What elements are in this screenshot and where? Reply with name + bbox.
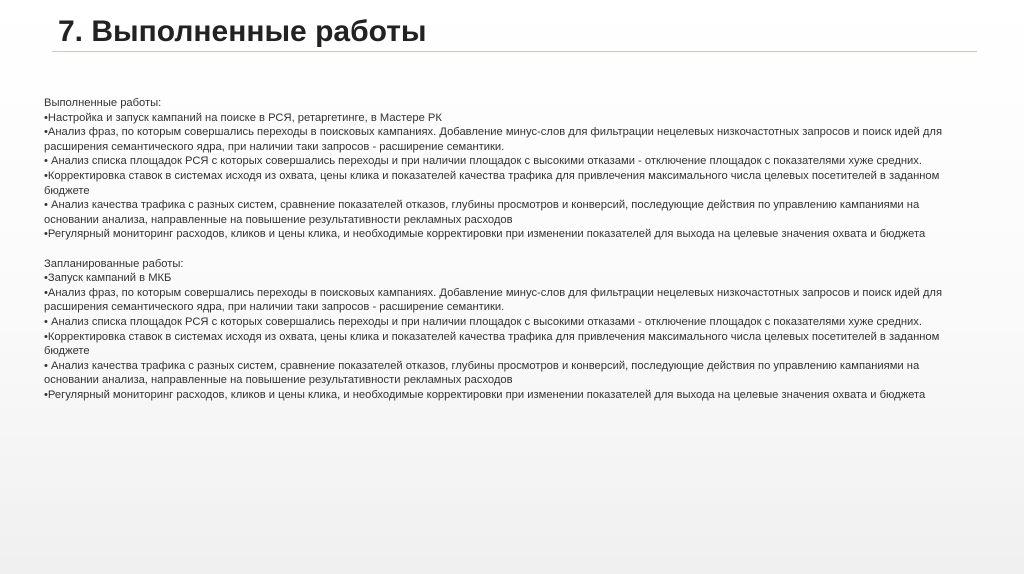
completed-item-4: •Корректировка ставок в системах исходя из охвата, цены клика и показателей качества трафика для привлечения максимального числа целевых посетителей в заданном бюджете — [44, 169, 940, 197]
planned-item-6: •Регулярный мониторинг расходов, кликов и цены клика, и необходимые корректировки при изменении показателей для выхода на целевые значения охвата и бюджета — [44, 388, 926, 401]
planned-item-3: • Анализ списка площадок РСЯ с которых совершались переходы и при наличии площадок с высокими отказами - отключение площадок с показателями хуже средних. — [44, 315, 922, 328]
planned-works-block — [44, 257, 974, 403]
completed-item-1: •Настройка и запуск кампаний на поиске в РСЯ, ретаргетинге, в Мастере РК — [44, 111, 442, 124]
slide-title: 7. Выполненные работы — [58, 15, 427, 48]
planned-item-4: •Корректировка ставок в системах исходя из охвата, цены клика и показателей качества трафика для привлечения максимального числа целевых посетителей в заданном бюджете — [44, 330, 940, 358]
planned-item-2: •Анализ фраз, по которым совершались переходы в поисковых кампаниях. Добавление минус-слов для фильтрации нецелевых низкочастотных запросов и поиск идей для расширения семантического ядра, при наличии таки запросов - расширение семантики. — [44, 286, 943, 314]
completed-item-2: •Анализ фраз, по которым совершались переходы в поисковых кампаниях. Добавление минус-слов для фильтрации нецелевых низкочастотных запросов и поиск идей для расширения семантического ядра, при наличии таки запросов - расширение семантики. — [44, 126, 943, 153]
planned-item-1: •Запуск кампаний в МКБ — [44, 272, 172, 285]
completed-works-block — [44, 96, 974, 242]
title-divider — [52, 51, 977, 52]
completed-item-6: •Регулярный мониторинг расходов, кликов и цены клика, и необходимые корректировки при изменении показателей для выхода на целевые значения охвата и бюджета — [44, 228, 926, 241]
completed-works-heading: Выполненные работы: — [44, 97, 162, 109]
completed-item-5: • Анализ качества трафика с разных систем, сравнение показателей отказов, глубины просмотров и конверсий, последующие действия по управлению кампаниями на основании анализа, направленные на повышение результативности рекламных расходов — [44, 199, 920, 226]
completed-item-3: • Анализ списка площадок РСЯ с которых совершались переходы и при наличии площадок с высокими отказами - отключение площадок с показателями хуже средних. — [44, 155, 922, 168]
slide-body — [44, 96, 974, 402]
planned-item-5: • Анализ качества трафика с разных систем, сравнение показателей отказов, глубины просмотров и конверсий, последующие действия по управлению кампаниями на основании анализа, направленные на повышение результативности рекламных расходов — [44, 359, 920, 387]
planned-works-heading: Запланированные работы: — [44, 257, 184, 270]
